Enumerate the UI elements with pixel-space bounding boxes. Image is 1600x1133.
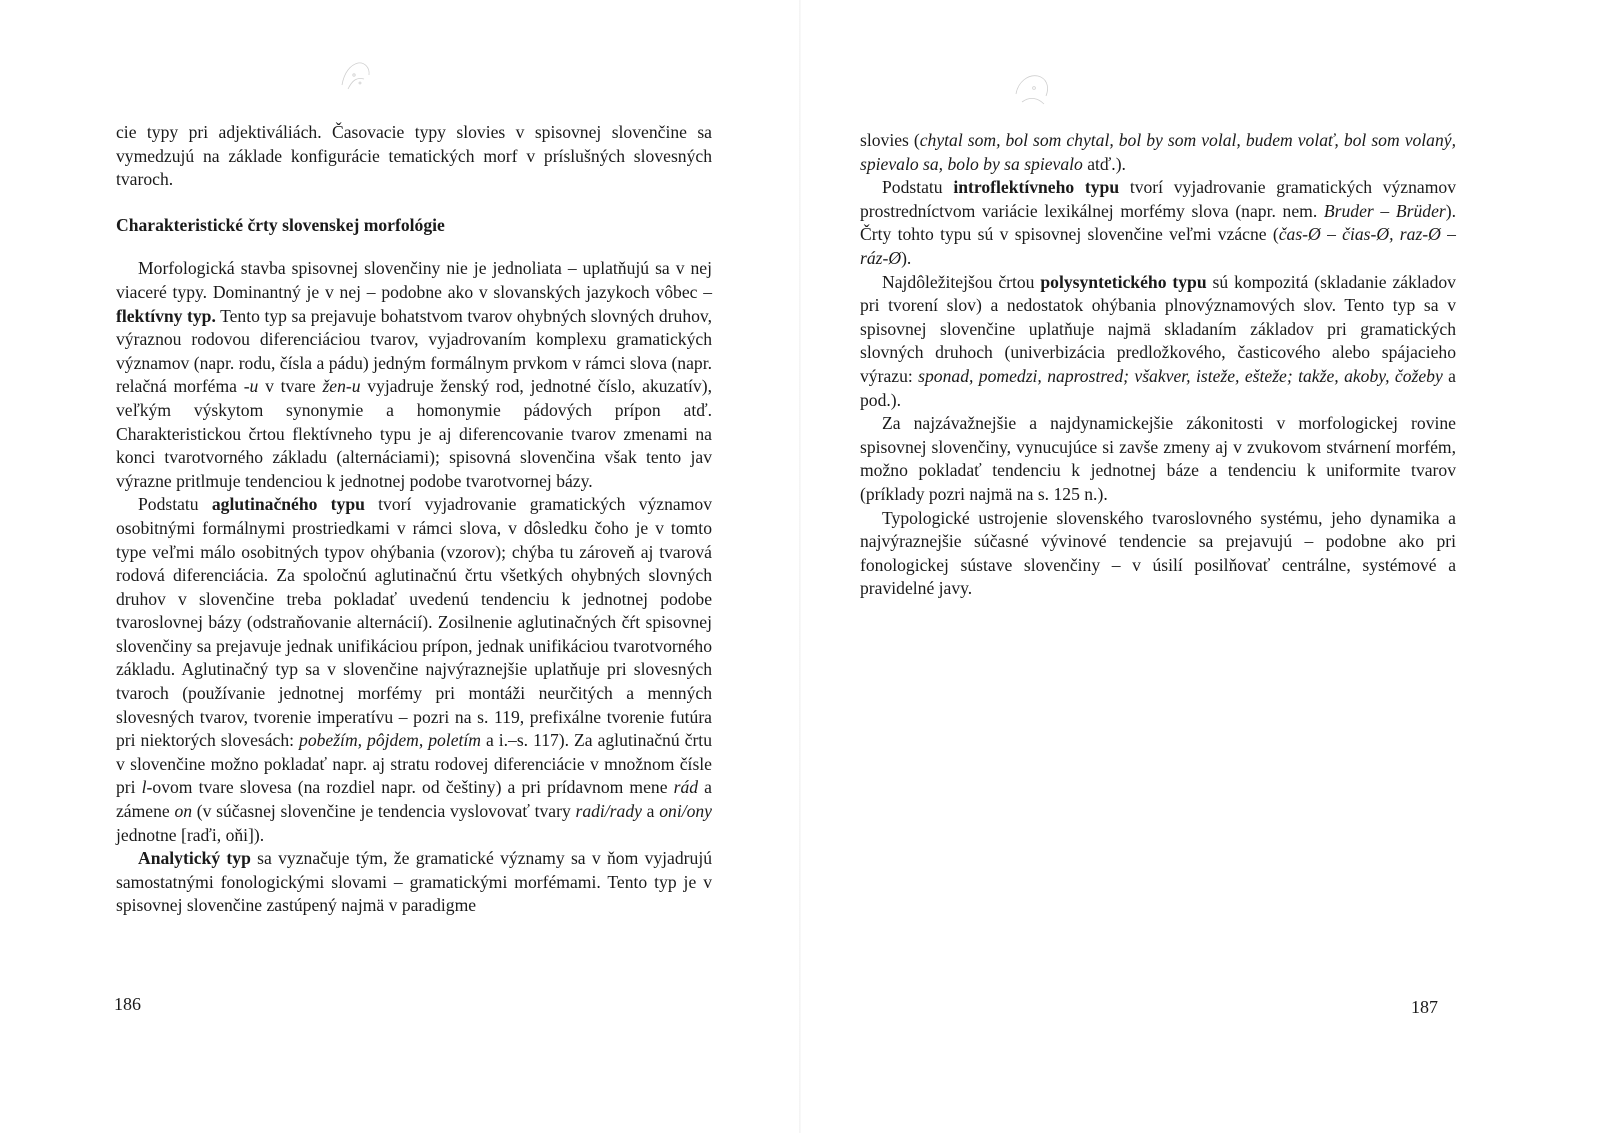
page-number-left: 186 (114, 994, 141, 1014)
paragraph-introflektivny: Podstatu introflektívneho typu tvorí vyjadrovanie gramatických významov prostredníctvom variácie lexikálnej morfémy slova (napr. nem. Bruder – Brüder). Črty tohto typu sú v spisovnej slovenčine veľmi vzácne (čas-Ø – čias-Ø, raz-Ø – ráz-Ø). (860, 177, 1456, 268)
section-heading: Charakteristické črty slovenskej morfológie (116, 214, 445, 235)
library-stamp-icon (334, 55, 378, 99)
paragraph-aglutinacny: Podstatu aglutinačného typu tvorí vyjadrovanie gramatických významov osobitnými formálnymi prostriedkami v rámci slova, v dôsledku čoho je v tomto type veľmi málo osobitných typov ohýbania (vzorov); chýba tu zároveň aj tvarová rodová diferenciácia. Za spoločnú aglutinačnú črtu všetkých ohybných slovných druhov v slovenčine treba pokladať uvedenú tendenciu k jednotnej podobe tvaroslovnej bázy (odstraňovanie alternácií). Zosilnenie aglutinačných čŕt spisovnej slovenčiny sa prejavuje jednak unifikáciou prípon, jednak unifikáciou tvarotvorného základu. Aglutinačný typ sa v slovenčine najvýraznejšie uplatňuje pri slovesných tvaroch (používanie jednotnej morfémy pri montáži neurčitých a menných slovesných tvarov, tvorenie imperatívu – pozri na s. 119, prefixálne tvorenie futúra pri niektorých slovesách: pobežím, pôjdem, poletím a i.–s. 117). Za aglutinačnú črtu v slovenčine možno pokladať napr. aj stratu rodovej diferenciácie v množnom čísle pri l-ovom tvare slovesa (na rozdiel napr. od češtiny) a pri prídavnom mene rád a zámene on (v súčasnej slovenčine je tendencia vyslovovať tvary radi/rady a oni/ony jednotne [raďi, oňi]). (116, 494, 712, 845)
paragraph-typologicke: Typologické ustrojenie slovenského tvaroslovného systému, jeho dynamika a najvýraznejšie súčasné vývinové tendencie sa prejavujú – podobne ako pri fonologickej sústave slovenčiny – v úsilí posilňovať centrálne, systémové a pravidelné javy. (860, 507, 1456, 599)
paragraph-flektivny: Morfologická stavba spisovnej slovenčiny nie je jednoliata – uplatňujú sa v nej viaceré typy. Dominantný je v nej – podobne ako v slovanských jazykoch vôbec – flektívny typ. Tento typ sa prejavuje bohatstvom tvarov ohybných slovných druhov, výraznou rodovou diferenciáciou tvarov, vyjadrovaním komplexu gramatických významov (napr. rodu, čísla a pádu) jedným formálnym prvkom v rámci slova (napr. relačná morféma -u v tvare žen-u vyjadruje ženský rod, jednotné číslo, akuzatív), veľkým výskytom synonymie a homonymie pádových prípon atď. Charakteristickou črtou flektívneho typu je aj diferencovanie tvarov zmenami na konci tvarotvorného základu (alternáciami); spisovná slovenčina však tento jav výrazne pritlmuje tendenciou k jednotnej podobe tvarotvornej bázy. (116, 258, 712, 491)
continuation-paragraph: cie typy pri adjektiváliách. Časovacie typy slovies v spisovnej slovenčine sa vymedzujú na základe konfigurácie tematických morf v príslušných slovesných tvaroch. (116, 122, 712, 190)
paragraph-analyticky: Analytický typ sa vyznačuje tým, že gramatické významy sa v ňom vyjadrujú samostatnými fonologickými slovami – gramatickými morfémami. Tento typ je v spisovnej slovenčine zastúpený najmä v paradigme (116, 848, 713, 916)
left-text-column (116, 121, 712, 918)
page-187 (800, 0, 1600, 1133)
paragraph-zakonitosti: Za najzávažnejšie a najdynamickejšie zákonitosti v morfologickej rovine spisovnej slovenčiny, vynucujúce si zavše zmeny aj v zvukovom stvárnení morfém, možno pokladať tendenciu k jednotnej báze a tendenciu k uniformite tvarov (príklady pozri najmä na s. 125 n.). (860, 413, 1456, 504)
library-stamp-icon (1010, 66, 1058, 110)
paragraph-continuation-right: slovies (chytal som, bol som chytal, bol by som volal, budem volať, bol som volaný, spievalo sa, bolo by sa spievalo atď.). (860, 130, 1456, 174)
right-text-column (860, 129, 1456, 601)
paragraph-polysynteticky: Najdôležitejšou črtou polysyntetického typu sú kompozitá (skladanie základov pri tvorení slov) a nedostatok ohýbania plnovýznamových slov. Tento typ sa v spisovnej slovenčine uplatňuje najmä skladaním základov pri gramatických slovných druhoch (univerbizácia predložkového, časticového alebo spájacieho výrazu: sponad, pomedzi, naprostred; všakver, isteže, ešteže; takže, akoby, čožeby a pod.). (860, 271, 1456, 410)
page-number-right: 187 (1411, 997, 1438, 1017)
